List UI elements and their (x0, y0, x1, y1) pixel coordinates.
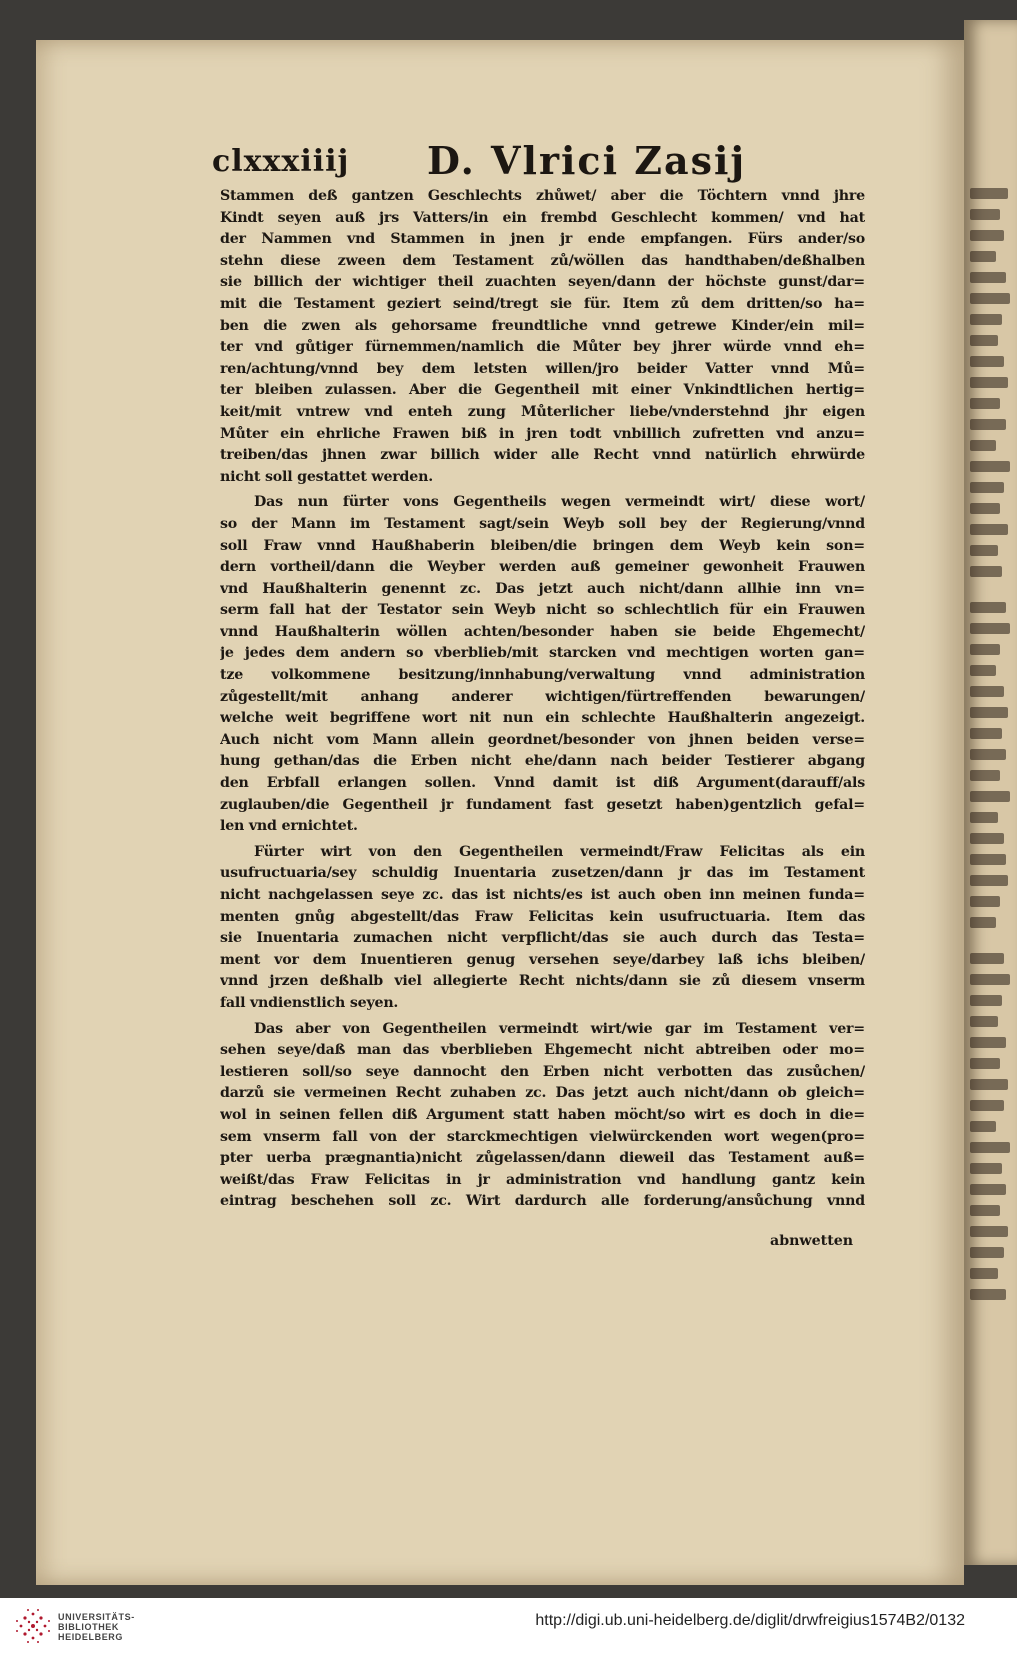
text-line: vnnd Haußhalterin wöllen achten/besonder haben sie beide Ehgemecht/ (220, 623, 865, 640)
text-line: zuglauben/die Gegentheil jr fundament fast gesetzt haben)gentzlich gefal= (220, 796, 865, 813)
facing-page-text-stroke (970, 1016, 998, 1027)
footer-bar (0, 1598, 1017, 1655)
catchword: abnwetten (770, 1233, 854, 1249)
text-line: Kindt seyen auß jrs Vatters/in ein frembd Geschlecht kommen/ vnd hat (220, 209, 865, 226)
facing-page-text-stroke (970, 314, 1002, 325)
text-line: sie Inuentaria zumachen nicht verpflicht/das sie auch durch das Testa= (220, 930, 865, 947)
facing-page-text-stroke (970, 398, 1000, 409)
facing-page-text-stroke (970, 974, 1010, 985)
facing-page-text-stroke (970, 461, 1010, 472)
facing-page-text-stroke (970, 293, 1010, 304)
facing-page-text-stroke (970, 1289, 1006, 1300)
text-line: stehn diese zween dem Testament zů/wöllen das handthaben/deßhalben (220, 252, 865, 269)
facing-page-text-stroke (970, 1268, 998, 1279)
text-line: nicht soll gestattet werden. (220, 468, 433, 485)
text-line: usufructuaria/sey schuldig Inuentaria zusetzen/dann jr das im Testament (220, 865, 865, 882)
facing-page-text-stroke (970, 1142, 1010, 1153)
facing-page-text-stroke (970, 770, 1000, 781)
text-line: nicht nachgelassen seye zc. das ist nichts/es ist auch oben inn meinen funda= (220, 887, 865, 903)
facing-page-text-stroke (970, 335, 998, 346)
text-line: den Erbfall erlangen sollen. Vnnd damit ist diß Argument(darauff/als (220, 775, 865, 792)
facing-page-text-stroke (970, 440, 996, 451)
text-line: zůgestellt/mit anhang anderer wichtigen/fürtreffenden bewarungen/ (220, 688, 865, 705)
facing-page-text-stroke (970, 749, 1006, 760)
text-line: eintrag beschehen soll zc. Wirt dardurch alle forderung/ansůchung vnnd (220, 1193, 865, 1210)
running-head: D. Vlrici Zasij (427, 138, 747, 183)
library-name-line: UNIVERSITÄTS- (58, 1612, 135, 1622)
library-name-line: BIBLIOTHEK (58, 1622, 119, 1632)
facing-page-text-stroke (970, 728, 1002, 739)
paragraph (220, 842, 865, 1015)
facing-page-text-stroke (970, 209, 1000, 220)
facing-page-text-stroke (970, 623, 1010, 634)
text-line: Auch nicht vom Mann allein geordnet/besonder von jhnen beiden verse= (220, 731, 865, 748)
facing-page-text-stroke (970, 1079, 1008, 1090)
facing-page-text-stroke (970, 854, 1006, 865)
facing-page-text-stroke (970, 356, 1004, 367)
facing-page-text-stroke (970, 251, 996, 262)
facing-page-text-stroke (970, 791, 1010, 802)
facing-page-text-stroke (970, 1184, 1006, 1195)
facing-page-text-stroke (970, 1163, 1002, 1174)
text-line: Fürter wirt von den Gegentheilen vermeindt/Fraw Felicitas als ein (254, 843, 865, 860)
text-line: der Nammen vnd Stammen in jnen jr ende empfangen. Fürs ander/so (220, 231, 865, 248)
text-line: Das aber von Gegentheilen vermeindt wirt/wie gar im Testament ver= (254, 1020, 865, 1037)
folio-number: clxxxiiij (212, 144, 350, 179)
text-line: welche weit begriffene wort nit nun ein schlechte Haußhalterin angezeigt. (220, 710, 865, 727)
paragraph (220, 492, 865, 838)
facing-page-text-stroke (970, 707, 1008, 718)
facing-page-text-stroke (970, 665, 996, 676)
facing-page-text-stroke (970, 953, 1004, 964)
text-line: weißt/das Fraw Felicitas in jr administration vnd handlung gantz kein (220, 1171, 865, 1188)
text-line: lestieren soll/so seye dannocht den Erben nicht verbotten das zusůchen/ (220, 1063, 865, 1080)
body-text (220, 186, 865, 1217)
facing-page-text-stroke (970, 896, 1000, 907)
text-line: dern vortheil/dann die Weyber werden auß gemeiner gewonheit Frauwen (220, 559, 865, 576)
text-line: serm fall hat der Testator sein Weyb nicht so schlechtlich für ein Frauwen (220, 602, 865, 619)
text-line: sehen seye/daß man das vberblieben Ehgemecht nicht abtreiben oder mo= (220, 1042, 865, 1059)
text-line: fall vndienstlich seyen. (220, 994, 399, 1011)
text-line: pter uerba prægnantia)nicht zůgelassen/dann dieweil das Testament auß= (220, 1150, 865, 1167)
text-line: Das nun fürter vons Gegentheils wegen vermeindt wirt/ diese wort/ (254, 494, 865, 511)
facing-page-text-stroke (970, 188, 1008, 199)
facing-page-text-stroke (970, 1247, 1004, 1258)
text-line: Stammen deß gantzen Geschlechts zhůwet/ aber die Töchtern vnnd jhre (220, 188, 865, 204)
facing-page-text-stroke (970, 566, 1002, 577)
facing-page-text-stroke (970, 917, 996, 928)
text-line: wol in seinen fellen diß Argument statt haben möcht/so wirt es doch in die= (220, 1106, 865, 1123)
text-line: treiben/das jhnen zwar billich wider alle Recht vnnd natürlich ehrwürde (220, 447, 865, 464)
facing-page-text-stroke (970, 812, 998, 823)
text-line: mit die Testament geziert seind/tregt sie für. Item zů dem dritten/so ha= (220, 295, 865, 312)
text-line: soll Fraw vnnd Haußhaberin bleiben/die bringen dem Weyb kein son= (220, 537, 865, 554)
text-line: keit/mit vntrew vnd enteh zung Můterlicher liebe/vnderstehnd jhr eigen (220, 403, 865, 420)
facing-page-text-stroke (970, 230, 1004, 241)
library-name-line: HEIDELBERG (58, 1632, 124, 1642)
facing-page-text-stroke (970, 1205, 1000, 1216)
facing-page-text-stroke (970, 524, 1008, 535)
text-line: vnd Haußhalterin genennt zc. Das jetzt auch nicht/dann allhie inn vn= (220, 580, 865, 597)
facing-page-text-stroke (970, 377, 1008, 388)
facing-page-text-stroke (970, 833, 1004, 844)
text-line: ter vnd gůtiger fürnemmen/namlich die Můter bey jhrer würde vnnd eh= (220, 339, 865, 356)
page-header (212, 138, 872, 190)
paragraph (220, 1019, 865, 1213)
facing-page-edge (964, 20, 1017, 1565)
facing-page-text-stroke (970, 995, 1002, 1006)
text-line: ment vor dem Inuentieren genug versehen seye/darbey laß ichs bleiben/ (220, 951, 865, 968)
text-line: Můter ein ehrliche Frawen biß in jren todt vnbillich zufretten vnd anzu= (220, 425, 865, 442)
facing-page-text-stroke (970, 482, 1004, 493)
text-line: ben die zwen als gehorsame freundtliche vnnd getrewe Kinder/ein mil= (220, 317, 865, 334)
text-line: sem vnserm fall von der starckmechtigen vielwürckenden wort wegen(pro= (220, 1128, 865, 1145)
text-line: je jedes dem andern so vberblieb/mit starcken vnd mechtigen worten gan= (220, 645, 865, 662)
facing-page-text-stroke (970, 1058, 1000, 1069)
paragraph (220, 186, 865, 488)
facing-page-text-stroke (970, 1121, 996, 1132)
facing-page-text-stroke (970, 1226, 1008, 1237)
facing-page-text-stroke (970, 272, 1006, 283)
text-line: ren/achtung/vnnd bey dem letsten willen/jro beider Vatter vnnd Mů= (220, 360, 865, 377)
facing-page-text-stroke (970, 503, 1000, 514)
facing-page-text-stroke (970, 419, 1006, 430)
university-library-logo (13, 1606, 53, 1646)
facing-page-text-stroke (970, 1037, 1006, 1048)
text-line: tze volkommene besitzung/innhabung/verwaltung vnnd administration (220, 667, 865, 684)
text-line: menten gnůg abgestellt/das Fraw Felicitas kein usufructuaria. Item das (220, 908, 865, 925)
text-line: hung gethan/das die Erben nicht ehe/dann nach beider Testierer abgang (220, 753, 865, 770)
facing-page-text-stroke (970, 686, 1004, 697)
text-line: so der Mann im Testament sagt/sein Weyb soll bey der Regierung/vnnd (220, 515, 865, 532)
text-line: ter bleiben zulassen. Aber die Gegentheil mit einer Vnkindtlichen hertig= (220, 382, 865, 399)
text-line: len vnd ernichtet. (220, 818, 358, 835)
facing-page-text-stroke (970, 1100, 1004, 1111)
facing-page-text-stroke (970, 602, 1006, 613)
facing-page-text-stroke (970, 545, 998, 556)
facing-page-text-stroke (970, 875, 1008, 886)
facing-page-text-stroke (970, 644, 1000, 655)
permalink-url[interactable]: http://digi.ub.uni-heidelberg.de/diglit/drwfreigius1574B2/0132 (535, 1612, 965, 1629)
text-line: vnnd jrzen deßhalb viel allegierte Recht nichts/dann sie zů diesem vnserm (220, 973, 865, 990)
library-name (58, 1612, 135, 1642)
text-line: darzů sie vermeinen Recht zuhaben zc. Das jetzt auch nicht/dann ob gleich= (220, 1085, 865, 1102)
text-line: sie billich der wichtiger theil zuachten seyen/dann der höchste gunst/dar= (220, 274, 865, 291)
